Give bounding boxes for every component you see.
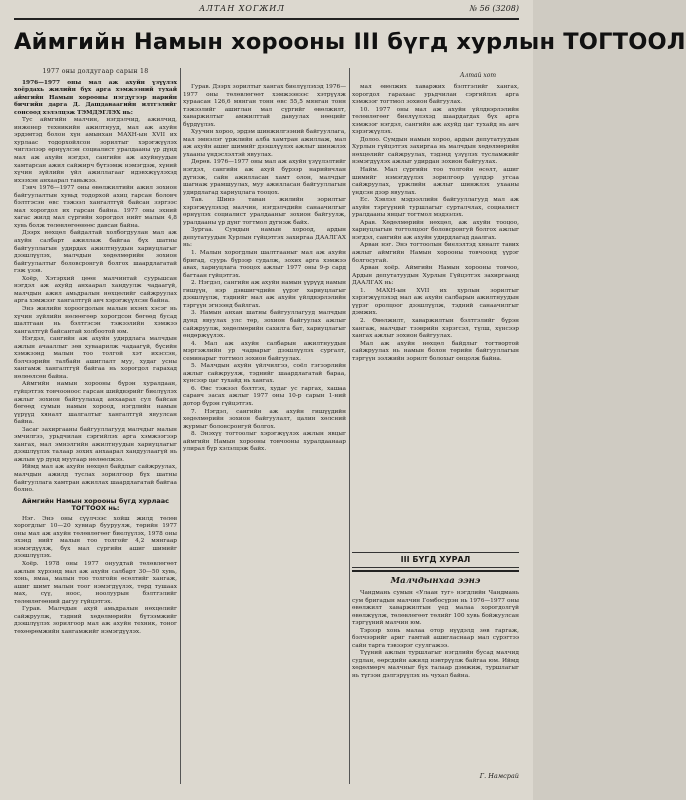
paragraph: 6. Өвс тэжээл бэлтгэх, худаг ус гаргах, хашаа саравч засах ажлыг 1977 оны 10-р сарын 1-ний дотор бүрэн гүйцэтгэх.: [183, 385, 346, 407]
paragraph: Аймгийн намын хорооны бүрэн хуралдаан, гүйцэтгэх товчооноос гарсан шийдвэрийг биелүүлэх ажлыг зохион байгуулахад анхаарал сул байсан бөгөөд сумын намын хороод, нэгдлийн намын үүрүүд хяналт шалгалтыг хангалтгүй явуулсан байна.: [14, 381, 177, 426]
paragraph: Зургаа. Сумдын намын хороод, ардын депутатуудын Хурлын гүйцэтгэх захиргаа ДААЛГАХ нь:: [183, 227, 346, 249]
paragraph: Дээрх нөхцөл байдалтай холбогдуулан мал аж ахуйн салбарт ажиллаж байгаа бүх шатны байгууллагын удирдах ажилтнуудын хариуцлагыг дээшлүүлэх, малчдын хөдөлмөрийн зохион байгуулалтыг боловсронгуй болгох шаардлагатай гэж үзэв.: [14, 230, 177, 275]
paragraph: Найм. Мал сүргийн тоо толгойн өсөлт, ашиг шимийг нэмэгдүүлэх зорилгоор үүлдэр угсаа сайжруулах, үржлийн ажлыг шинжлэх ухааны үндсэн дээр явуулах.: [352, 167, 519, 196]
paragraph: Гэвч 1976—1977 оны өвөлжилтийн ажил зохион байгуулалтын хувьд тодорхой ахиц гарсан боловч бэлтгэсэн өвс тэжээл хангалтгүй байсан зэргээс мал хорогдол их гарсан байна. 1977 оны эхний хагас жилд мал сүргийн хорогдол нийт малын 4,8 хувь болж төлөвлөгөөнөөс давсан байна.: [14, 185, 177, 229]
feature-column: [352, 590, 519, 770]
paragraph: Нэгдэл, сангийн аж ахуйн удирдлага малчдын ажлын ачааллыг зөв хуваарилж чадаагүй, бүсийн хэмжээнд малын тоо толгой хэт ихэссэн, бэлчээрийн талбайн ашиглалт муу, худаг усны хангамж хангалтгүй байгаа нь хорогдол гарахад нөлөөлсөн байна.: [14, 336, 177, 380]
paragraph: Дөрөв. 1976—1977 оны мал аж ахуйн үзүүлэлтийг нэгдэл, сангийн аж ахуй бүрээр нарийвчлан дүгнэж, сайн ажилласан хамт олон, малчдыг шагнаж урамшуулах, муу ажилласан байгууллагын удирдлагад хариуцлага тооцох.: [183, 159, 346, 196]
paragraph: 10. 1977 оны мал аж ахуйн үйлдвэрлэлийн төлөвлөгөөг биелүүлэхэд шаардагдах бүх арга хэмжээг нэгдэл, сангийн аж ахуйд цаг тухайд нь авч хэрэгжүүлэх.: [352, 106, 519, 136]
resolve-subhead: Аймгийн Намын хорооны бүгд хурлаас ТОГТООХ нь:: [22, 496, 169, 513]
masthead-bar: [14, 4, 519, 20]
congress-label: III БҮГД ХУРАЛ: [352, 552, 519, 568]
author-signature: Г. Намсрай: [479, 772, 519, 780]
paragraph: 8. Энэхүү тогтоолыг хэрэгжүүлэх ажлын явцыг аймгийн Намын хорооны товчооны хуралдаанаар улирал бүр хэлэлцэж байх.: [183, 431, 346, 453]
paragraph: Чандмань сумын «Улаан туг» нэгдлийн Чандмань сум бригадын малчин Гомбосүрэн нь 1976—1977 оны өвөлжилт хаваржилтын үед малаа хорогдолгүй өвөлжүүлж, төлөвлөгөөт төлийг 100 хувь бойжуулсан тэргүүний малчин юм.: [352, 590, 519, 627]
section-divider: [352, 570, 519, 572]
paragraph: Түүний ажлын туршлагыг нэгдлийн бусад малчид судлан, өөрсдийн ажилд нэвтрүүлж байгаа юм. Иймд хөдөлмөрч малчныг бүх талаар дэмжиж, туршлагыг нь түгээн дэлгэрүүлэх нь чухал байна.: [352, 650, 519, 680]
publication-name: АЛТАН ХОГЖИЛ: [199, 4, 285, 13]
place-label: Алтай хот: [460, 72, 497, 79]
issue-number: № 56 (3208): [469, 4, 519, 13]
paragraph: Долоо. Сумдын намын хороо, ардын депутатуудын Хурлын гүйцэтгэх захиргаа нь малчдын хөдөлмөрийн нөхцөлийг сайжруулах, тэдэнд үзүүлэх тусламжийг нэмэгдүүлэх ажлыг удирдан зохион байгуулах.: [352, 136, 519, 166]
paragraph: Хоёр, Хэтэрхий цөөн малчинтай суурьшсан нэгдэл аж ахуйд анхаарал хандуулж чадаагүй, малчдын ажил амьдралын нөхцөлийг сайжруулах арга хэмжээг хангалтгүй авч хэрэгжүүлсэн байна.: [14, 275, 177, 305]
column-divider: [180, 68, 181, 784]
paragraph: 5. Малчдын ахуйн үйлчилгээ, соёл гэгээрлийн ажлыг сайжруулж, тэднийг шаардлагатай бараа, хүнсээр цаг тухайд нь хангах.: [183, 363, 346, 385]
paragraph: Хуучин хороо, эрдэм шинжилгээний байгууллага, мал эмнэлэг үржлийн алба хамтран ажиллаж, мал аж ахуйн ашиг шимийг дээшлүүлэх ажлыг шинжлэх ухааны үндэслэлтэй явуулах.: [183, 129, 346, 158]
paragraph: 1. МАХН-ын XVII их хурлын зорилтыг хэрэгжүүлэхэд мал аж ахуйн салбарын ажилтнуудын үүрэг оролцоог дээшлүүлж, тэдний санаачилгыг дэмжих.: [352, 287, 519, 317]
resolution-date: 1977 оны долдугаар сарын 18: [42, 68, 149, 75]
intro-paragraph: 1976—1977 оны мал аж ахуйн үзүүлэх хоёрдахь жилийн бүх арга хэмжээний тухай аймгийн Намын хорооны нэгдүгээр нарийн бичгийн дарга Д. Дашдаваагийн илтгэлийг сонсоод хэлэлцэж ТЭМДЭГЛЭХ нь:: [14, 79, 177, 116]
paragraph: 7. Нэгдэл, сангийн аж ахуйн гишүүдийн хөдөлмөрийн зохион байгуулалт, цалин хөлсний журмыг боловсронгуй болгох.: [183, 408, 346, 430]
paragraph: Иймд мал аж ахуйн нөхцөл байдлыг сайжруулах, малчдын ажилд туслах зорилгоор бүх шатны байгууллага хамтран ажиллах шаардлагатай байгаа болно.: [14, 464, 177, 494]
paragraph: Тэрээр хонь малаа отор нүүдэлд зөв гаргаж, бэлчээрийг ариг гамтай ашигласнаар мал сүрэгтээ сайн тарга тэвээрэг суулгажээ.: [352, 627, 519, 649]
column-3: [352, 84, 519, 552]
paragraph: Арав. Хөдөлмөрийн нөхцөл, аж ахуйн тооцоо, хариуцлагын тогтолцоог боловсронгуй болгох ажлыг нэгдэл, сангийн аж ахуйн удирдлагад даалгах.: [352, 219, 519, 241]
paragraph: 1. Малын хорогдлын шалтгааныг мал аж ахуйн бригад, суурь бүрээр судалж, зохих арга хэмжээ авах, хариуцлага тооцох ажлыг 1977 оны 9-р сард багтаан гүйцэтгэх.: [183, 250, 346, 279]
article-headline: Аймгийн Намын хорооны III бүгд хурлын ТОГТООЛ: [14, 29, 686, 55]
paragraph: Хоёр. 1978 оны 1977 онуудтай төлөвлөгөөт ажлын хүрээнд мал аж ахуйн салбарт 30—50 хувь, хонь, ямаа, малын тоо толгойн өсөлтийг хангаж, ашиг шимт малын тоог нэмэгдүүлэх, төрд тушаах мах, сүү, ноос, ноолуурын бэлтгэлийг төлөвлөгөөний дагуу гүйцэтгэх.: [14, 561, 177, 605]
paragraph: Гурав. Дээрх зорилтыг хангах биелүүлэхэд 1976—1977 оны төлөвлөгөөт хэмжээнээс хэтрүүлж хураасан 126,6 мянган тонн өвс 55,5 мянган тонн тэжээлийг ашиглан мал сүргийг өвөлжилт, хаваржилтыг амжилттай давуулах нөөцийг бүрдүүлэх.: [183, 84, 346, 128]
paragraph: Арван нэг. Энэ тогтоолын биелэлтэд хяналт тавих ажлыг аймгийн Намын хорооны товчоонд үүрэг болгосугай.: [352, 242, 519, 264]
paragraph: Тав. Шинэ таван жилийн зорилтыг хэрэгжүүлэхэд малчин, нэгдэлчдийн санаачилгыг өрнүүлэх социалист уралдааныг зохион байгуулж, уралдааны үр дүнг тогтмол дүгнэж байх.: [183, 197, 346, 226]
paragraph: Ес. Хэвлэл мэдээллийн байгууллагууд мал аж ахуйн тэргүүний туршлагыг сурталчлах, социалист уралдааны явцыг тогтмол мэдээлэх.: [352, 197, 519, 219]
paragraph: 2. Өвөлжилт, хаваржилтын бэлтгэлийг бүрэн хангаж, малчдыг тээврийн хэрэгсэл, түлш, хүнсээр хангах ажлыг зохион байгуулах.: [352, 317, 519, 340]
column-1: [14, 68, 177, 784]
paragraph: Нэг. Энэ оны сүүлчээс хойш жилд төлөв хорогдлыг 10—20 хувиар бууруулж, төрийн 1977 оны мал аж ахуйн төлөвлөгөөг биелүүлэх, 1978 оны эхэнд нийт малын тоо толгойг 4,2 мянгаар нэмэгдүүлж, бүх мал сүргийн ашиг шимийг дээшлүүлэх.: [14, 515, 177, 560]
paragraph: Арван хоёр. Аймгийн Намын хорооны товчоо, Ардын депутатуудын Хурлын Гүйцэтгэх захиргаанд ДААЛГАХ нь:: [352, 265, 519, 287]
paragraph: 3. Намын анхан шатны байгууллагууд малчдын дунд явуулах улс төр, зохион байгуулах ажлыг сайжруулж, хөдөлмөрийн сахилга бат, хариуцлагыг өндөржүүлэх.: [183, 310, 346, 340]
paragraph: 4. Мал аж ахуйн салбарын ажилтнуудын мэргэжлийн ур чадварыг дээшлүүлэх сургалт, семинарыг тогтмол зохион байгуулах.: [183, 340, 346, 362]
paragraph: 2. Нэгдэл, сангийн аж ахуйн намын үүрүүд намын гишүүн, нэр дэвшигчдийн үүрэг хариуцлагыг дээшлүүлж, тэднийг мал аж ахуйн үйлдвэрлэлийн тэргүүн эгнээнд байлгах.: [183, 280, 346, 309]
column-divider: [349, 68, 350, 784]
column-2: [183, 84, 346, 784]
paragraph: Гурав. Малчдын ахуй амьдралын нөхцөлийг сайжруулж, тэдний хөдөлмөрийн бүтээмжийг дээшлүүлэх зорилгоор мал аж ахуйн техник, тоног төхөөрөмжийн хангамжийг нэмэгдүүлэх.: [14, 606, 177, 635]
feature-title: Малчдынхаа ээнэ: [390, 576, 481, 586]
paragraph: Засаг захиргааны байгууллагууд малчдыг малын эмчилгээ, урьдчилан сэргийлэх арга хэмжээгээр хангах, мал эмнэлгийн ажилтнуудын хариуцлагыг дээшлүүлэх талаар зохих анхаарал хандуулаагүй нь ажлын үр дүнд муугаар нөлөөлжээ.: [14, 426, 177, 463]
paragraph: Тус аймгийн малчин, нэгдэлчид, ажилчид, инженер техникийн ажилтнууд, мал аж ахуйн эрдэмтэд болон хүн амынхан МАХН-ын XVII их хурлаас тодорхойлсон зорилтыг хэрэгжүүлэх чиглэлээр өрнүүлсэн социалист уралдааны үр дүнд мал аж ахуйн нэгдэл, сангийн аж ахуйнуудын хамтарсан ажил сайжирч бүтээмж нэмэгдэж, хүний хүчин зүйлийн үйл ажиллагааг идэвхжүүлэхэд ихээхэн анхаарал тавьжээ.: [14, 117, 177, 184]
paragraph: Энэ жилийн хороогдолын малын ихэнх хэсэг нь хүчин зүйлийн нөлөөгөөр хорогдсон бөгөөд бусад шалтгаан нь бэлтгэсэн тэжээлийн хэмжээ хангалтгүй байсантай холбоотой юм.: [14, 305, 177, 335]
paragraph: Мал аж ахуйн нөхцөл байдлыг тогтвортой сайжруулах нь намын болон төрийн байгууллагын тэргүүн ээлжийн зорилт болохыг онцолж байна.: [352, 340, 519, 362]
paragraph: мал өвөлжих хаваржих бэлтгэлийг хангах, хорогдол гарахаас урьдчилан сэргийлэх арга хэмжээг тогтмол зохион байгуулах.: [352, 84, 519, 106]
